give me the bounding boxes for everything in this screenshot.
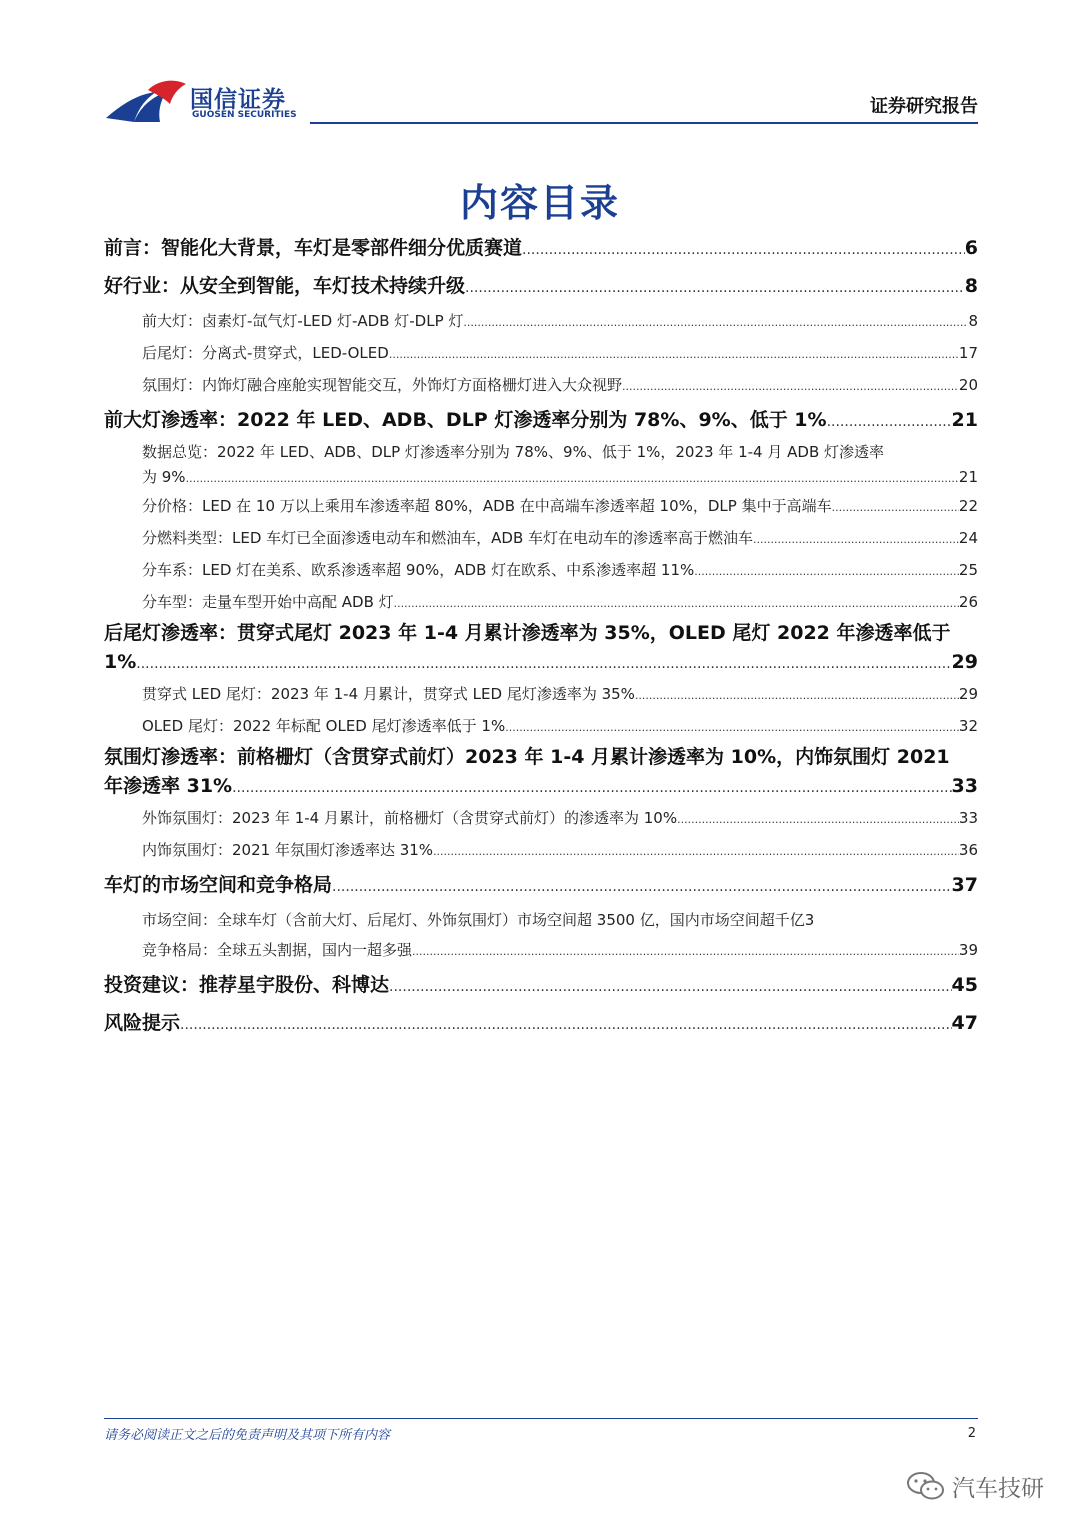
toc-entry-label: 分车型：走量车型开始中高配 ADB 灯 [142,593,394,611]
toc-entry-label-line2: 为 9% [142,468,186,486]
toc-page-number: 33 [951,775,978,797]
toc-entry-level2[interactable] [104,587,978,619]
footer-divider [104,1418,978,1419]
toc-page-number: 29 [951,651,978,673]
toc-entry-label: 车灯的市场空间和竞争格局 [104,874,333,896]
toc-page-number: 29 [958,685,978,703]
dot-leader [186,466,959,491]
toc-entry-level1[interactable] [104,967,978,1005]
toc-entry-label: 市场空间：全球车灯（含前大灯、后尾灯、外饰氛围灯）市场空间超 3500 亿，国内市场空间超千亿3 [142,911,815,929]
dot-leader [753,525,959,555]
toc-page-number: 20 [958,376,978,394]
toc-entry-level1[interactable] [104,619,978,679]
toc-page-number: 26 [958,593,978,611]
dot-leader [465,270,965,306]
dot-leader [622,372,959,402]
dot-leader [412,937,959,967]
toc-entry-label: 内饰氛围灯：2021 年氛围灯渗透率达 31% [142,841,434,859]
toc-entry-label: 前言：智能化大背景，车灯是零部件细分优质赛道 [104,237,523,259]
toc-entry-level2[interactable] [104,555,978,587]
toc-entry-level2[interactable] [104,711,978,743]
toc-entry-level2[interactable] [104,935,978,967]
toc-entry-label: 投资建议：推荐星宇股份、科博达 [104,974,390,996]
toc-entry-label: 竞争格局：全球五头割据，国内一超多强 [142,941,413,959]
toc-page-number: 17 [958,344,978,362]
toc-entry-label: OLED 尾灯：2022 年标配 OLED 尾灯渗透率低于 1% [142,717,506,735]
toc-entry-level1[interactable] [104,268,978,306]
dot-leader [332,869,952,905]
toc-entry-label-line2: 年渗透率 31% [104,775,233,797]
dot-leader [389,340,959,370]
toc-entry-level1[interactable] [104,743,978,803]
toc-entry-level2[interactable] [104,803,978,835]
toc-title: 内容目录 [459,181,620,225]
logo-chinese-name: 国信证券 [190,87,286,113]
toc-entry-label: 分车系：LED 灯在美系、欧系渗透率超 90%，ADB 灯在欧系、中系渗透率超 11% [142,561,695,579]
toc-page-number: 32 [958,717,978,735]
toc-entry-label: 好行业：从安全到智能，车灯技术持续升级 [104,275,466,297]
guosen-logo-icon [104,78,190,124]
toc-entry-level2[interactable] [104,679,978,711]
toc-entry-label: 外饰氛围灯：2023 年 1-4 月累计，前格栅灯（含贯穿式前灯）的渗透率为 10% [142,809,678,827]
wechat-icon [906,1471,946,1501]
toc-page-number: 39 [958,941,978,959]
page-header [0,0,1080,130]
dot-leader [232,774,951,803]
toc-entry-label: 氛围灯：内饰灯融合座舱实现智能交互，外饰灯方面格栅灯进入大众视野 [142,376,623,394]
toc-entry-level1[interactable] [104,867,978,905]
toc-entry-label: 风险提示 [104,1012,181,1034]
toc-page-number: 8 [964,275,978,297]
toc-page-number: 47 [951,1012,978,1034]
header-divider [310,122,978,124]
dot-leader [505,713,959,743]
toc-entry-label-line1: 后尾灯渗透率：贯穿式尾灯 2023 年 1-4 月累计渗透率为 35%，OLED 尾灯 2022 年渗透率低于 [104,622,951,644]
dot-leader [827,404,952,440]
toc-page-number: 36 [958,841,978,859]
toc-entry-label-line1: 氛围灯渗透率：前格栅灯（含贯穿式前灯）2023 年 1-4 月累计渗透率为 10%，内饰氛围灯 2021 [104,746,950,768]
dot-leader [677,805,959,835]
toc-entry-level2[interactable] [104,523,978,555]
dot-leader [463,308,968,338]
dot-leader [180,1007,952,1043]
toc-page-number: 25 [958,561,978,579]
watermark [906,1468,1044,1504]
toc-entry-level2[interactable] [104,370,978,402]
toc-page-number: 33 [958,809,978,827]
dot-leader [136,650,951,679]
toc-page-number: 21 [951,409,978,431]
dot-leader [635,681,959,711]
toc-page-number: 21 [958,468,978,486]
toc-entry-level2[interactable] [104,440,978,491]
toc-entry-label: 贯穿式 LED 尾灯：2023 年 1-4 月累计，贯穿式 LED 尾灯渗透率为 35% [142,685,635,703]
toc-entry-label: 后尾灯：分离式-贯穿式，LED-OLED [142,344,389,362]
logo-english-name: GUOSEN SECURITIES [192,110,297,120]
toc-entry-level2[interactable] [104,905,978,935]
table-of-contents [104,230,978,1043]
toc-page-number: 24 [958,529,978,547]
toc-entry-level2[interactable] [104,338,978,370]
toc-entry-level1[interactable] [104,1005,978,1043]
toc-entry-level1[interactable] [104,402,978,440]
toc-page-number: 6 [964,237,978,259]
watermark-text: 汽车技研 [952,1475,1044,1502]
toc-entry-level2[interactable] [104,835,978,867]
dot-leader [433,837,959,867]
dot-leader [694,557,959,587]
dot-leader [394,589,959,619]
dot-leader [832,493,959,523]
toc-page-number: 22 [958,497,978,515]
dot-leader [522,232,965,268]
toc-page-number: 8 [968,312,978,330]
dot-leader [389,969,952,1005]
toc-entry-label-line2: 1% [104,651,137,673]
page-number: 2 [967,1426,976,1441]
report-type-label: 证券研究报告 [870,96,978,117]
toc-entry-label-line1: 数据总览：2022 年 LED、ADB、DLP 灯渗透率分别为 78%、9%、低于 1%，2023 年 1-4 月 ADB 灯渗透率 [142,443,885,461]
guosen-logo [104,78,297,128]
toc-entry-label: 分价格：LED 在 10 万以上乘用车渗透率超 80%，ADB 在中高端车渗透率超 10%，DLP 集中于高端车 [142,497,832,515]
toc-entry-label: 分燃料类型：LED 车灯已全面渗透电动车和燃油车，ADB 车灯在电动车的渗透率高于燃油车 [142,529,754,547]
toc-entry-label: 前大灯：卤素灯-氙气灯-LED 灯-ADB 灯-DLP 灯 [142,312,464,330]
toc-page-number: 45 [951,974,978,996]
toc-page-number: 37 [951,874,978,896]
toc-entry-level1[interactable] [104,230,978,268]
footer-disclaimer: 请务必阅读正文之后的免责声明及其项下所有内容 [104,1428,391,1443]
toc-entry-level2[interactable] [104,306,978,338]
toc-entry-level2[interactable] [104,491,978,523]
toc-entry-label: 前大灯渗透率：2022 年 LED、ADB、DLP 灯渗透率分别为 78%、9%、低于 1% [104,409,827,431]
